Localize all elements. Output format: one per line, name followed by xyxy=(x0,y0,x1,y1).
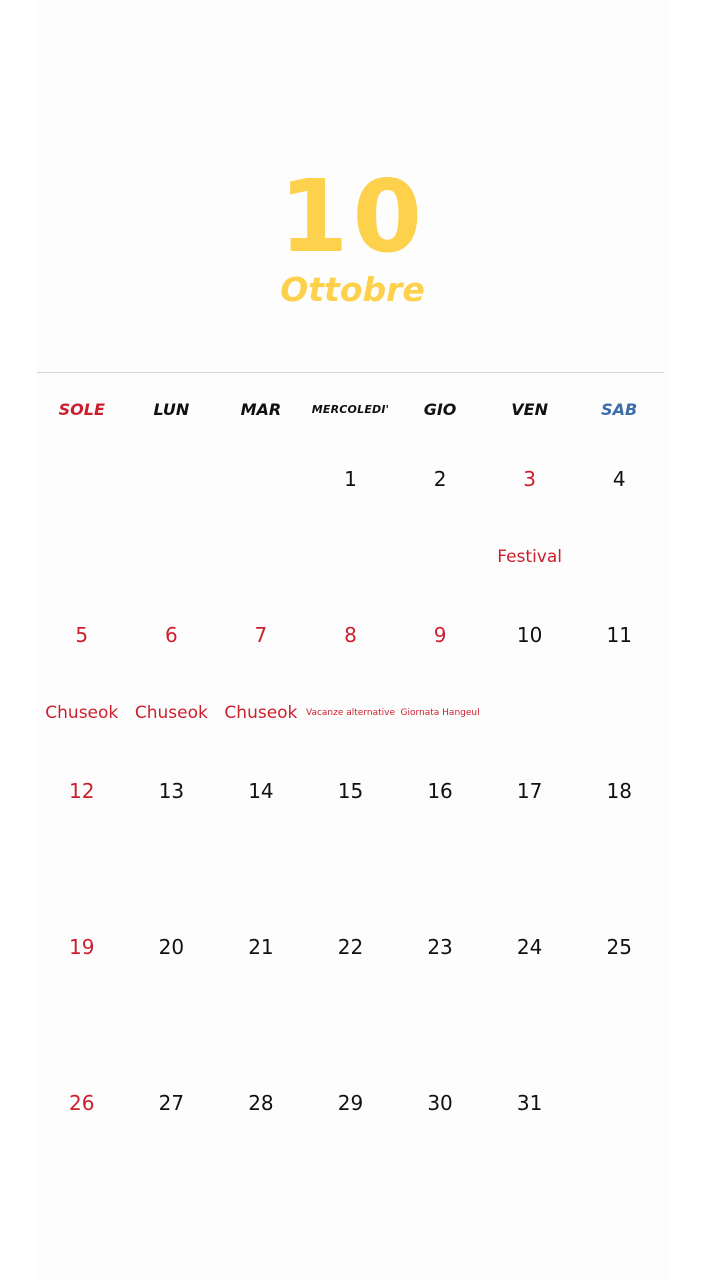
day-number: 9 xyxy=(433,623,447,647)
holiday-label: Vacanze alternative xyxy=(305,708,395,718)
weekday-saturday: SAB xyxy=(601,400,638,419)
day-number: 10 xyxy=(516,623,543,647)
day-number: 5 xyxy=(75,623,89,647)
day-number: 13 xyxy=(158,779,185,803)
calendar-day-cell[interactable] xyxy=(574,918,664,1074)
day-number: 14 xyxy=(248,779,274,803)
calendar-day-cell[interactable] xyxy=(127,918,217,1074)
day-number: 25 xyxy=(606,935,632,959)
holiday-label: Chuseok xyxy=(134,703,208,723)
day-number: 29 xyxy=(337,1091,364,1115)
calendar-day-cell[interactable] xyxy=(485,762,575,918)
calendar-day-cell xyxy=(574,1074,664,1230)
calendar-day-cell[interactable] xyxy=(395,762,485,918)
day-number: 23 xyxy=(427,935,453,959)
day-number: 15 xyxy=(337,779,364,803)
calendar-day-cell[interactable] xyxy=(306,762,396,918)
holiday-label: Chuseok xyxy=(224,703,298,723)
day-number: 7 xyxy=(254,623,268,647)
calendar-day-cell[interactable] xyxy=(306,1074,396,1230)
holiday-label: Giornata Hangeul xyxy=(400,708,480,718)
calendar-day-cell[interactable] xyxy=(37,918,127,1074)
header-divider xyxy=(37,372,664,373)
calendar-day-cell[interactable] xyxy=(127,606,217,762)
weekday-thursday: GIO xyxy=(423,400,457,419)
day-number: 2 xyxy=(433,467,447,491)
day-number: 19 xyxy=(69,935,95,959)
day-number: 24 xyxy=(516,935,543,959)
calendar-day-cell[interactable] xyxy=(37,606,127,762)
calendar-day-cell[interactable] xyxy=(485,450,575,606)
calendar-day-cell[interactable] xyxy=(216,1074,306,1230)
day-number: 16 xyxy=(427,779,453,803)
month-number: 10 xyxy=(278,158,427,275)
day-number: 20 xyxy=(158,935,185,959)
calendar-day-cell[interactable] xyxy=(127,1074,217,1230)
calendar-day-cell[interactable] xyxy=(216,606,306,762)
calendar-day-cell[interactable] xyxy=(37,762,127,918)
holiday-label: Festival xyxy=(497,547,563,567)
calendar-day-cell[interactable] xyxy=(306,918,396,1074)
day-number: 4 xyxy=(612,467,626,491)
calendar-day-cell[interactable] xyxy=(216,918,306,1074)
month-name: Ottobre xyxy=(280,270,425,309)
calendar-day-cell[interactable] xyxy=(395,918,485,1074)
calendar-day-cell[interactable] xyxy=(485,606,575,762)
weekday-sunday: SOLE xyxy=(58,400,105,419)
weekday-monday: LUN xyxy=(153,400,190,419)
calendar-grid xyxy=(37,450,664,1230)
day-number: 6 xyxy=(164,623,178,647)
weekday-wednesday: MERCOLEDI' xyxy=(311,403,390,416)
day-number: 12 xyxy=(69,779,95,803)
day-number: 26 xyxy=(69,1091,95,1115)
calendar-day-cell xyxy=(127,450,217,606)
calendar-day-cell[interactable] xyxy=(306,606,396,762)
day-number: 8 xyxy=(344,623,357,647)
calendar-day-cell[interactable] xyxy=(574,450,664,606)
calendar-day-cell[interactable] xyxy=(574,762,664,918)
day-number: 21 xyxy=(248,935,274,959)
calendar-day-cell[interactable] xyxy=(127,762,217,918)
day-number: 31 xyxy=(516,1091,543,1115)
day-number: 22 xyxy=(337,935,364,959)
calendar-day-cell xyxy=(216,450,306,606)
calendar-day-cell[interactable] xyxy=(216,762,306,918)
calendar-day-cell[interactable] xyxy=(485,1074,575,1230)
day-number: 3 xyxy=(523,467,536,491)
day-number: 18 xyxy=(606,779,632,803)
weekday-header-row xyxy=(37,392,664,428)
day-number: 1 xyxy=(344,467,357,491)
day-number: 28 xyxy=(248,1091,274,1115)
weekday-tuesday: MAR xyxy=(240,400,282,419)
day-number: 11 xyxy=(606,623,632,647)
calendar-day-cell[interactable] xyxy=(574,606,664,762)
calendar-day-cell[interactable] xyxy=(395,606,485,762)
day-number: 27 xyxy=(158,1091,185,1115)
calendar-day-cell[interactable] xyxy=(395,450,485,606)
calendar-day-cell[interactable] xyxy=(37,1074,127,1230)
calendar-day-cell[interactable] xyxy=(395,1074,485,1230)
calendar-day-cell[interactable] xyxy=(306,450,396,606)
day-number: 17 xyxy=(516,779,543,803)
day-number: 30 xyxy=(427,1091,453,1115)
calendar-day-cell[interactable] xyxy=(485,918,575,1074)
holiday-label: Chuseok xyxy=(45,703,119,723)
calendar-day-cell xyxy=(37,450,127,606)
weekday-friday: VEN xyxy=(511,400,548,419)
